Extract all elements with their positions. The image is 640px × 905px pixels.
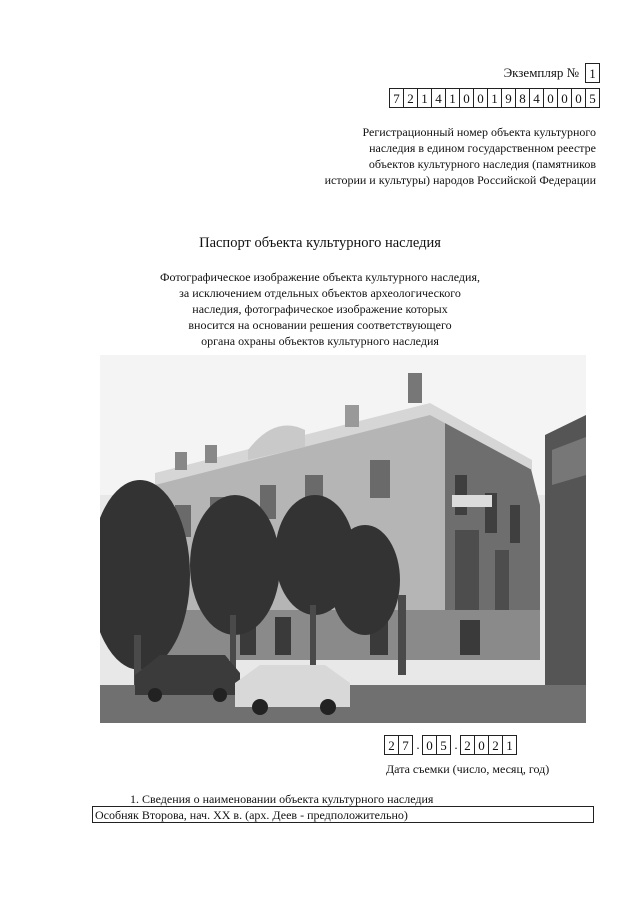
photo-description-line: вносится на основании решения соответствующего	[188, 318, 452, 332]
date-digit-month: 0	[422, 735, 437, 755]
page-title: Паспорт объекта культурного наследия	[199, 235, 441, 251]
registration-caption-line: истории и культуры) народов Российской Федерации	[324, 173, 596, 187]
reg-digit: 9	[501, 88, 516, 108]
reg-digit: 1	[487, 88, 502, 108]
reg-digit: 4	[431, 88, 446, 108]
photo-description-line: Фотографическое изображение объекта культурного наследия,	[160, 270, 480, 284]
date-digit-year: 1	[502, 735, 517, 755]
date-separator: .	[416, 737, 420, 752]
photo-description	[150, 269, 490, 349]
registration-number	[390, 88, 600, 108]
date-digit-month: 5	[436, 735, 451, 755]
copy-number-row	[504, 62, 600, 84]
reg-digit: 0	[571, 88, 586, 108]
date-digit-day: 7	[398, 735, 413, 755]
reg-digit: 0	[543, 88, 558, 108]
reg-digit: 4	[529, 88, 544, 108]
shoot-date-caption: Дата съемки (число, месяц, год)	[386, 762, 550, 776]
copy-number-box: 1	[585, 63, 600, 83]
reg-digit: 1	[417, 88, 432, 108]
reg-digit: 0	[459, 88, 474, 108]
reg-digit: 7	[389, 88, 404, 108]
building-photo-image	[100, 355, 586, 723]
date-digit-year: 2	[488, 735, 503, 755]
photo-description-line: органа охраны объектов культурного наследия	[201, 334, 439, 348]
photo-description-line: за исключением отдельных объектов археологического	[179, 286, 461, 300]
shoot-date	[385, 735, 517, 755]
section-1-value: Особняк Второва, нач. XX в. (арх. Деев - предположительно)	[92, 806, 594, 823]
copy-number-label: Экземпляр №	[503, 65, 579, 80]
reg-digit: 0	[473, 88, 488, 108]
registration-caption	[276, 124, 596, 188]
registration-caption-line: объектов культурного наследия (памятников	[368, 157, 596, 171]
reg-digit: 5	[585, 88, 600, 108]
date-digit-day: 2	[384, 735, 399, 755]
date-separator: .	[454, 737, 458, 752]
building-photo	[100, 355, 586, 723]
reg-digit: 2	[403, 88, 418, 108]
registration-caption-line: Регистрационный номер объекта культурного	[362, 125, 596, 139]
section-1-title: 1. Сведения о наименовании объекта культурного наследия	[130, 792, 434, 806]
photo-description-line: наследия, фотографическое изображение которых	[192, 302, 448, 316]
registration-caption-line: наследия в едином государственном реестре	[369, 141, 596, 155]
date-digit-year: 2	[460, 735, 475, 755]
reg-digit: 1	[445, 88, 460, 108]
date-digit-year: 0	[474, 735, 489, 755]
reg-digit: 8	[515, 88, 530, 108]
reg-digit: 0	[557, 88, 572, 108]
